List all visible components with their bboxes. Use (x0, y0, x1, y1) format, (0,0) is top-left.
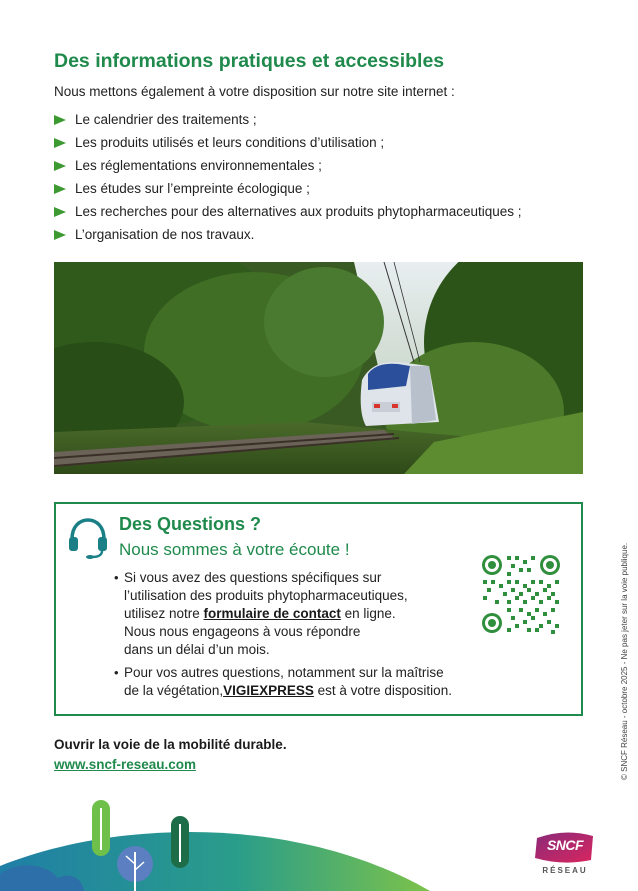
arrow-right-icon (54, 207, 66, 217)
logo-subtext: RÉSEAU (542, 866, 588, 875)
headset-icon (66, 515, 110, 559)
qr-code-icon[interactable] (481, 554, 561, 634)
list-item-label: Le calendrier des traitements ; (75, 112, 257, 127)
bullet-1-line-1: • Si vous avez des questions spécifiques sur (114, 570, 382, 585)
bullet-1-line-5: dans un délai d’un mois. (124, 642, 270, 657)
list-item (54, 223, 522, 246)
bullet-2-line-2: de la végétation,VIGIEXPRESS est à votre disposition. (124, 683, 452, 698)
info-list (54, 108, 522, 246)
arrow-right-icon (54, 184, 66, 194)
vigiexpress-link[interactable]: VIGIEXPRESS (223, 683, 314, 698)
list-item-label: Les études sur l’empreinte écologique ; (75, 181, 310, 196)
list-item (54, 131, 522, 154)
page-title: Des informations pratiques et accessibles (54, 50, 445, 72)
contact-form-link[interactable]: formulaire de contact (203, 606, 341, 621)
questions-title: Des Questions ? (119, 514, 262, 534)
copyright-note: © SNCF Réseau - octobre 2025 - Ne pas jeter sur la voie publique. (620, 542, 629, 780)
questions-box (54, 502, 583, 716)
sncf-reseau-logo (533, 830, 597, 878)
list-item (54, 177, 522, 200)
intro-text: Nous mettons également à votre disposition sur notre site internet : (54, 84, 455, 99)
tagline: Ouvrir la voie de la mobilité durable. (54, 737, 287, 752)
train-illustration (54, 262, 583, 474)
arrow-right-icon (54, 138, 66, 148)
arrow-right-icon (54, 161, 66, 171)
list-item (54, 154, 522, 177)
list-item-label: Les réglementations environnementales ; (75, 158, 322, 173)
landscape-illustration (0, 798, 520, 891)
bullet-1-line-4: Nous nous engageons à vous répondre (124, 624, 361, 639)
list-item (54, 108, 522, 131)
bullet-1-line-2: l’utilisation des produits phytopharmaceutiques, (124, 588, 408, 603)
arrow-right-icon (54, 230, 66, 240)
logo-text: SNCF (546, 837, 584, 853)
train-photo (54, 262, 583, 474)
list-item-label: Les produits utilisés et leurs conditions d’utilisation ; (75, 135, 385, 150)
website-link[interactable]: www.sncf-reseau.com (54, 757, 197, 772)
arrow-right-icon (54, 115, 66, 125)
list-item-label: Les recherches pour des alternatives aux produits phytopharmaceutiques ; (75, 204, 522, 219)
bullet-1-line-3: utilisez notre formulaire de contact en ligne. (124, 606, 396, 621)
list-item (54, 200, 522, 223)
bullet-dot: • (114, 570, 119, 585)
questions-subtitle: Nous sommes à votre écoute ! (119, 540, 350, 559)
bullet-2-line-1: • Pour vos autres questions, notamment sur la maîtrise (114, 665, 444, 680)
bullet-dot: • (114, 665, 119, 680)
list-item-label: L’organisation de nos travaux. (75, 227, 255, 242)
